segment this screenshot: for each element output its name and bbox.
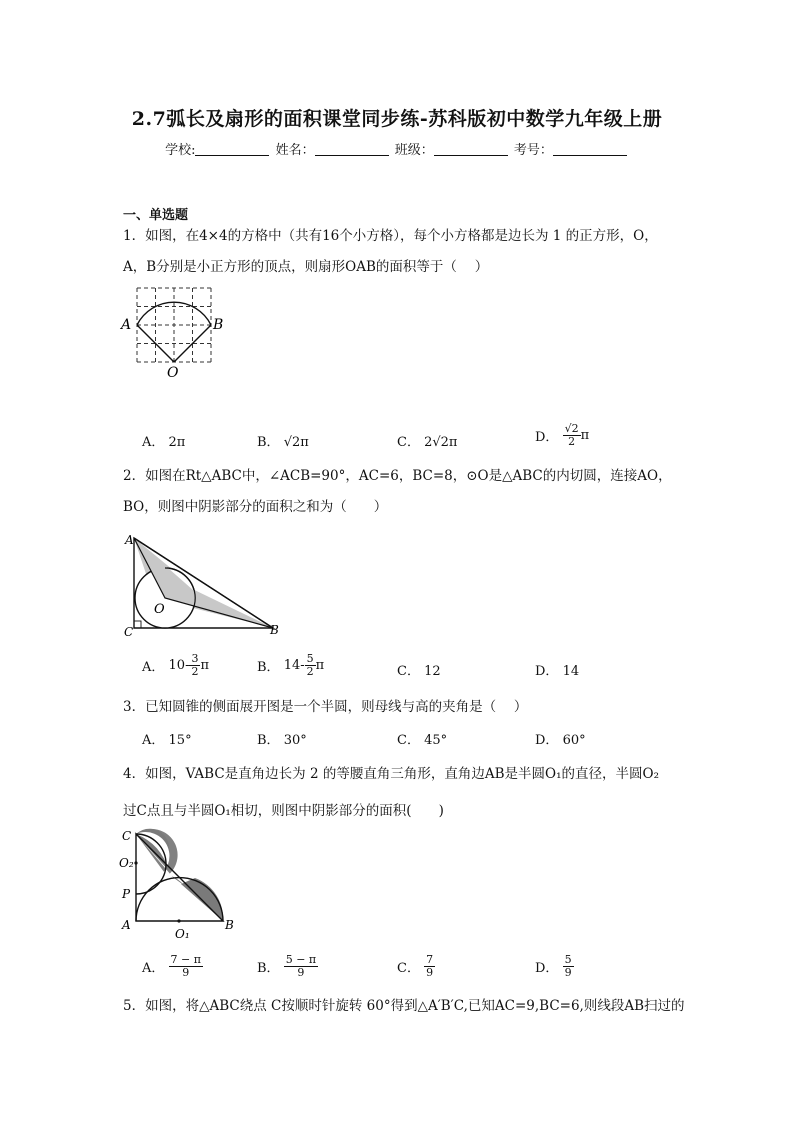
question-1-figure [115,282,230,382]
question-2-option-d[interactable]: D． 14 [535,664,580,679]
question-4-line-2: 过C点且与半圆O₁相切，则图中阴影部分的面积( ) [123,803,444,819]
question-1-option-a[interactable]: A． 2π [142,435,186,450]
label-p: P [122,887,131,901]
student-info-line [0,139,794,158]
label-c: C [122,829,132,843]
question-2-figure [118,530,288,642]
label-o1: O₁ [175,927,190,941]
question-5-number: 5． [123,998,146,1014]
question-1-text-1: 如图，在4×4的方格中（共有16个小方格），每个小方格都是边长为 1 的正方形，O， [145,228,658,244]
question-1-option-b[interactable]: B． √2π [257,435,309,450]
question-4-number: 4． [123,766,146,782]
label-b: B [225,918,234,932]
question-2-line-2: BO，则图中阴影部分的面积之和为（ ） [123,499,388,515]
question-4-option-b[interactable]: B． $\frac{5 - \pi}{9}$ [257,953,317,979]
question-2-option-a[interactable]: A． 10- $\frac{3}{2}$ π [142,652,210,678]
question-2-option-c[interactable]: C． 12 [397,664,441,679]
question-3-option-b[interactable]: B． 30° [257,733,307,748]
question-5-text-1: 如图，将△ABC绕点 C按顺时针旋转 60°得到△A′B′C,已知AC=9,BC=6,则线段AB扫过的 [145,998,685,1014]
label-a: A [121,317,132,333]
label-a: A [122,918,131,932]
question-1-line-1 [123,226,658,246]
question-4-figure [115,826,245,944]
question-1-line-2: A，B分别是小正方形的顶点，则扇形OAB的面积等于（ ） [123,259,489,275]
question-3-number: 3． [123,699,146,715]
grid-lines [137,288,211,362]
triangle-abc [136,834,223,921]
question-3-option-a[interactable]: A． 15° [142,733,192,748]
question-4-option-d[interactable]: D． $\frac{5}{9}$ [535,953,572,979]
label-o: O [154,602,165,617]
question-4-line-1 [123,764,659,784]
question-2-number: 2． [123,468,146,484]
question-3-option-d[interactable]: D． 60° [535,733,586,748]
name-blank[interactable] [315,143,389,156]
question-3-text-1: 已知圆锥的侧面展开图是一个半圆，则母线与高的夹角是（ ） [145,699,528,715]
question-1-number: 1． [123,228,146,244]
label-o2: O₂ [119,856,134,870]
question-1-option-c[interactable]: C． 2√2π [397,435,458,450]
question-2-text-1: 如图在Rt△ABC中，∠ACB=90°，AC=6，BC=8，⊙O是△ABC的内切圆，连接AO， [145,468,672,484]
question-4-text-1: 如图，VABC是直角边长为 2 的等腰直角三角形，直角边AB是半圆O₁的直径，半圆O₂ [145,766,659,782]
label-b: B [213,317,224,333]
name-label: 姓名： [275,143,315,158]
question-3-line-1 [123,697,527,717]
page-title: 2.7弧长及扇形的面积课堂同步练-苏科版初中数学九年级上册 [131,108,663,130]
class-label: 班级： [394,143,434,158]
label-o: O [167,365,179,381]
id-blank[interactable] [553,143,627,156]
question-4-option-a[interactable]: A． $\frac{7 - \pi}{9}$ [142,953,201,979]
question-1-option-d[interactable]: D． $\frac{√2}{2}$ π [535,422,590,448]
section-heading: 一、单选题 [123,208,189,223]
class-blank[interactable] [434,143,508,156]
question-2-line-1 [123,466,672,486]
label-b: B [270,623,279,637]
school-blank[interactable] [195,143,269,156]
id-label: 考号： [513,143,553,158]
question-4-option-c[interactable]: C． $\frac{7}{9}$ [397,953,434,979]
question-2-option-b[interactable]: B． 14- $\frac{5}{2}$ π [257,652,325,678]
right-angle-mark [134,621,141,628]
question-5-line-1 [123,996,685,1016]
label-a: A [125,533,134,547]
label-c: C [124,625,134,639]
question-3-option-c[interactable]: C． 45° [397,733,448,748]
school-label: 学校: [165,143,196,158]
